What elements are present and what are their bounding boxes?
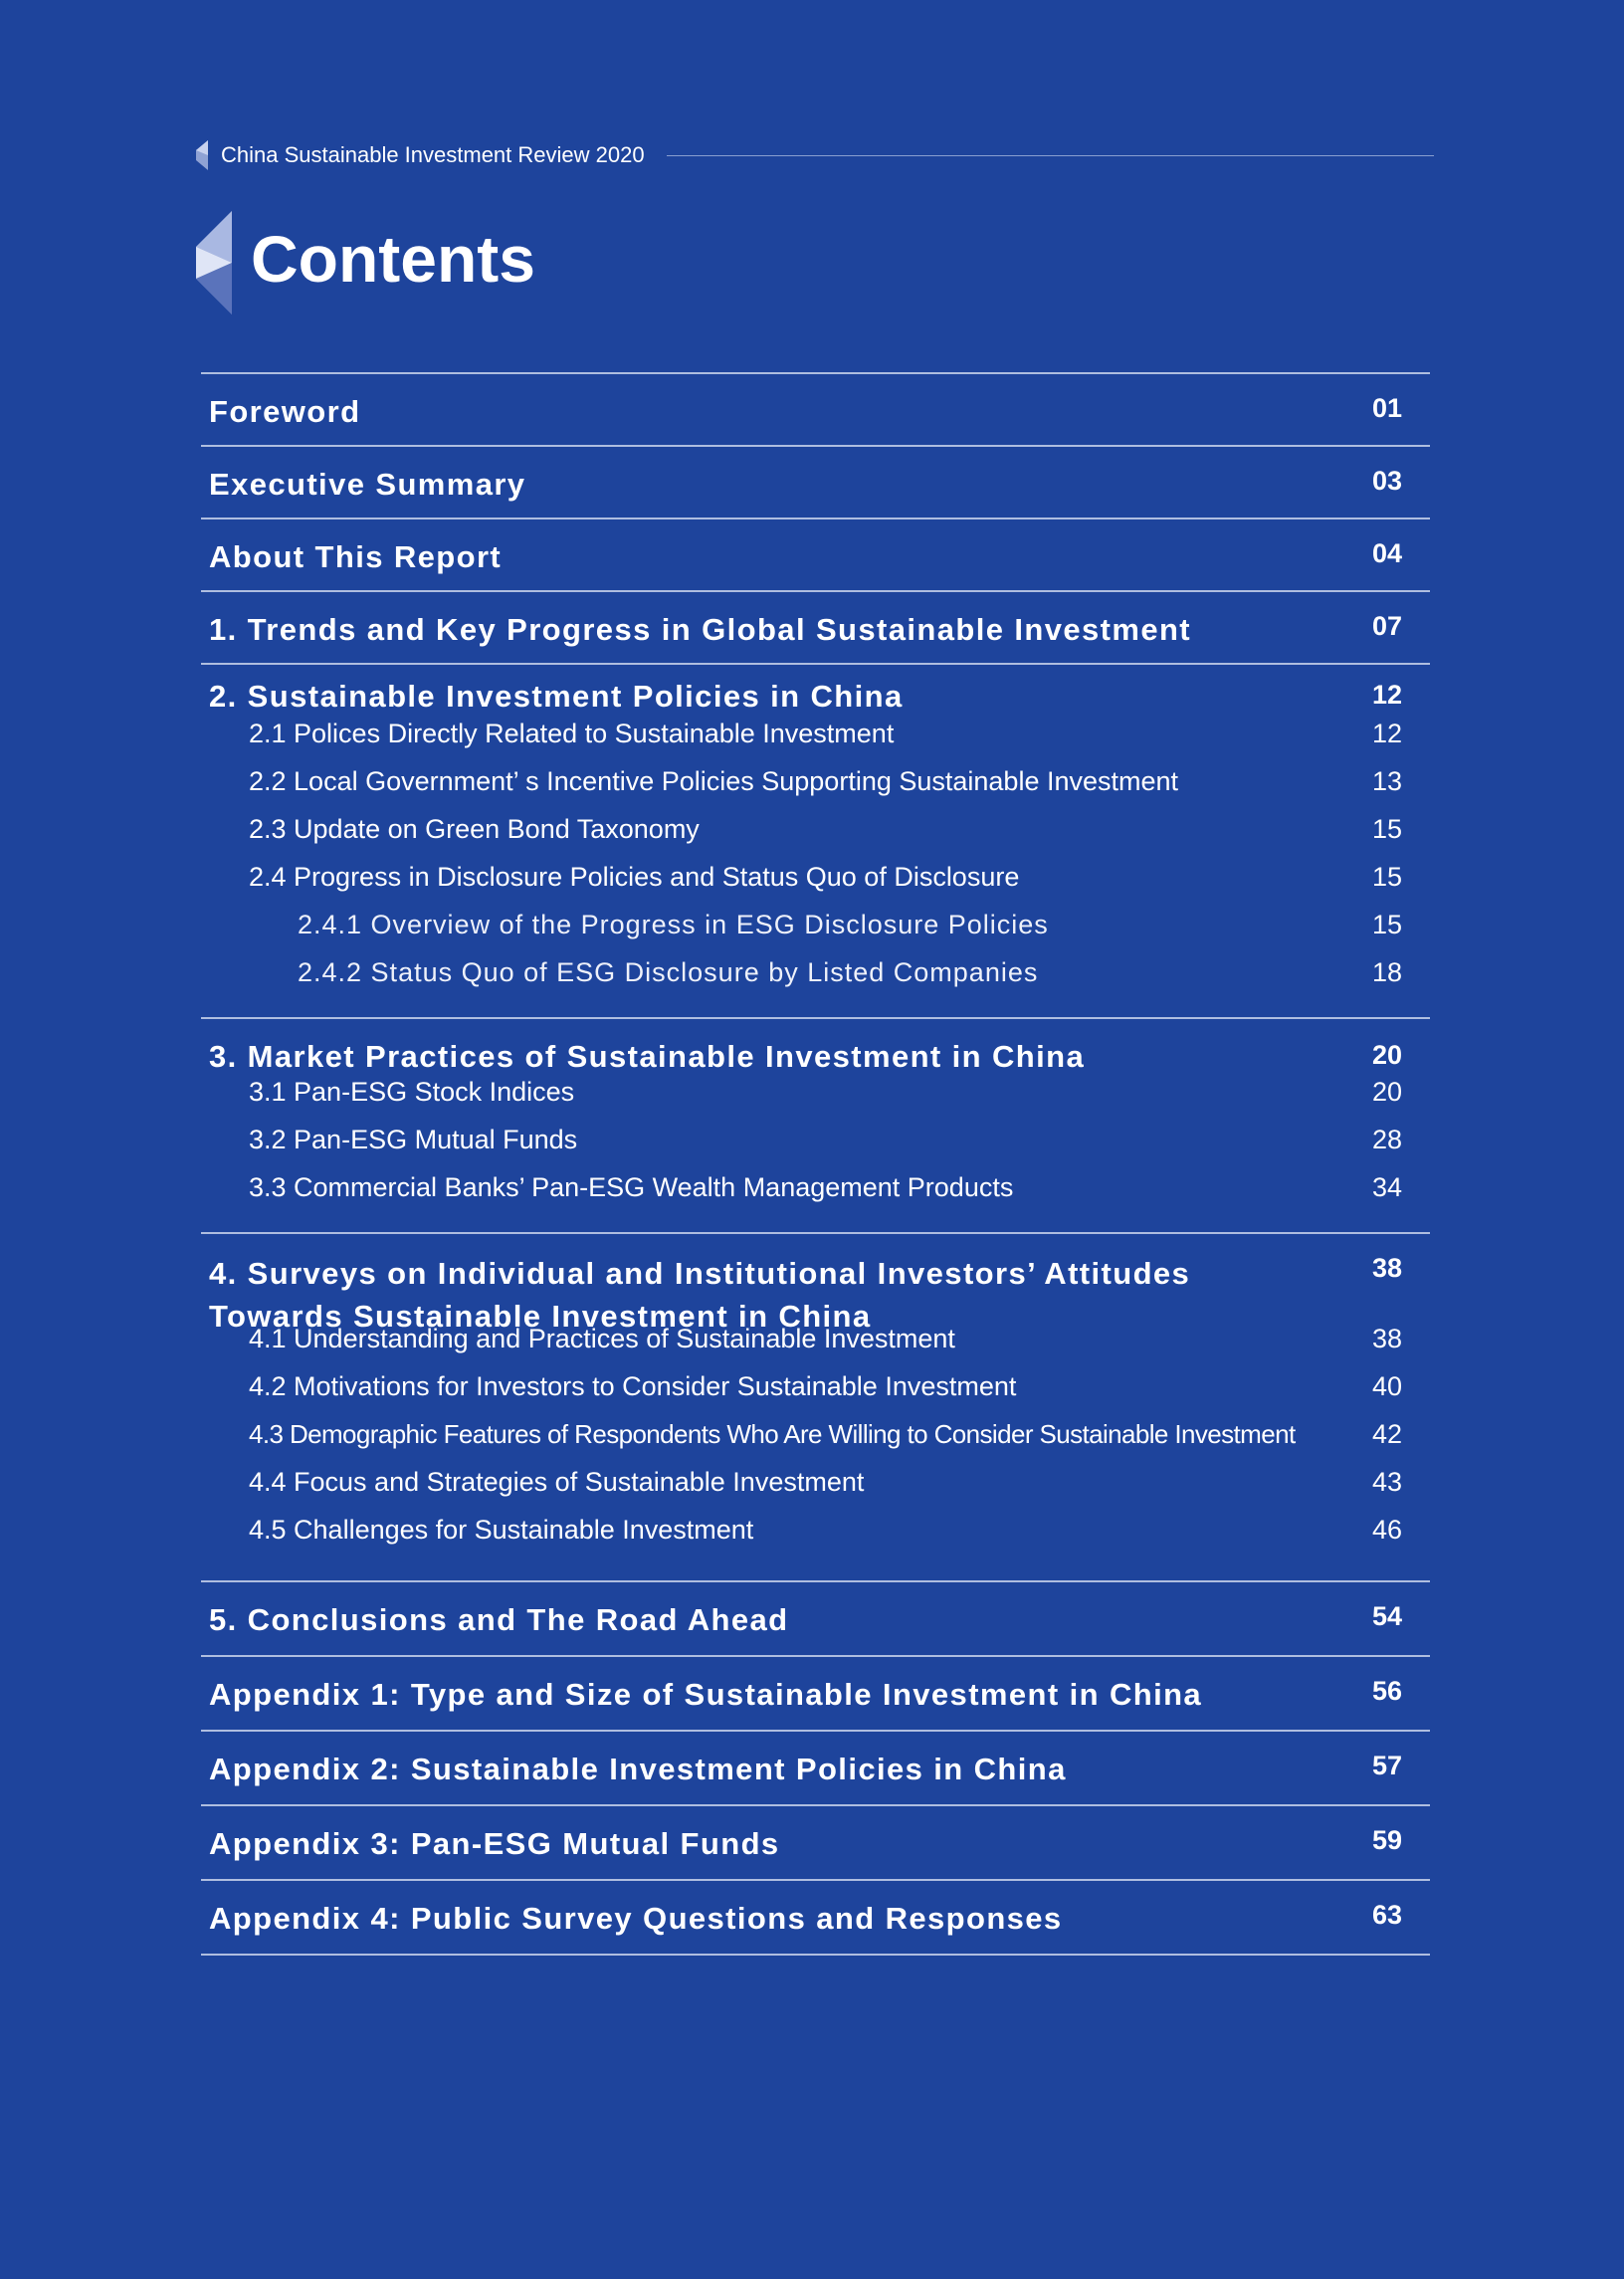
toc-entry-label: 5. Conclusions and The Road Ahead	[209, 1602, 789, 1637]
toc-entry-page: 01	[1371, 393, 1402, 423]
toc-entry-page: 13	[1371, 766, 1402, 796]
toc-entry-page: 54	[1371, 1601, 1402, 1631]
toc-entry-page: 12	[1371, 719, 1402, 748]
toc-entry-page: 04	[1371, 538, 1402, 568]
toc-entry-page: 07	[1371, 611, 1402, 641]
toc-entry-chapter-4[interactable]	[201, 1234, 1430, 1334]
toc-entry-page: 46	[1371, 1515, 1402, 1545]
toc-entry-label: 2.4.1 Overview of the Progress in ESG Disclosure Policies	[298, 910, 1049, 939]
spacer	[201, 995, 1430, 1017]
toc-entry-executive-summary[interactable]	[201, 447, 1430, 518]
chevron-left-icon	[196, 140, 208, 170]
toc-entry-label: 2.1 Polices Directly Related to Sustainable Investment	[249, 719, 895, 748]
toc-entry-page: 20	[1371, 1040, 1402, 1070]
toc-entry-chapter-2[interactable]	[201, 665, 1430, 714]
toc-entry-label: Appendix 4: Public Survey Questions and Responses	[209, 1901, 1063, 1936]
toc-entry-page: 42	[1371, 1419, 1402, 1449]
toc-entry-appendix-4[interactable]	[201, 1881, 1430, 1954]
toc-entry-appendix-3[interactable]	[201, 1806, 1430, 1879]
toc-entry-page: 59	[1371, 1825, 1402, 1855]
contents-chevron-logo-icon	[194, 211, 234, 314]
toc-entry-label: Appendix 1: Type and Size of Sustainable Investment in China	[209, 1677, 1203, 1712]
toc-entry-page: 03	[1371, 466, 1402, 496]
toc-entry-chapter-5[interactable]	[201, 1582, 1430, 1655]
toc-subentry[interactable]	[201, 756, 1430, 804]
toc-subentry[interactable]	[201, 1361, 1430, 1409]
toc-entry-label: 4.4 Focus and Strategies of Sustainable Investment	[249, 1467, 865, 1497]
toc-entry-label: Appendix 3: Pan-ESG Mutual Funds	[209, 1826, 780, 1861]
toc-subentry[interactable]	[201, 1457, 1430, 1505]
spacer	[201, 1553, 1430, 1580]
toc-entry-label: 4.3 Demographic Features of Respondents Who Are Willing to Consider Sustainable Investment	[249, 1419, 1296, 1449]
page-title: Contents	[251, 222, 535, 296]
toc-subentry[interactable]	[201, 804, 1430, 852]
toc-subsubentry[interactable]	[201, 947, 1430, 995]
toc-entry-about[interactable]	[201, 519, 1430, 590]
toc-entry-label: 4.1 Understanding and Practices of Sustainable Investment	[249, 1324, 955, 1353]
toc-subentry[interactable]	[201, 1067, 1430, 1115]
toc-subentry[interactable]	[201, 1314, 1430, 1361]
toc-subentry[interactable]	[201, 1409, 1430, 1457]
toc-entry-label: 3.3 Commercial Banks’ Pan-ESG Wealth Management Products	[249, 1172, 1014, 1202]
toc-entry-page: 28	[1371, 1125, 1402, 1154]
report-title: China Sustainable Investment Review 2020	[221, 142, 645, 167]
toc-entry-appendix-1[interactable]	[201, 1657, 1430, 1730]
running-header	[196, 139, 1434, 173]
spacer	[201, 1210, 1430, 1232]
toc-entry-label: 3. Market Practices of Sustainable Investment in China	[209, 1039, 1086, 1074]
toc-entry-page: 15	[1371, 862, 1402, 892]
toc-entry-label: 4. Surveys on Individual and Institutional Investors’ Attitudes Towards Sustainable Investment in China	[209, 1256, 1191, 1334]
toc-entry-label: Executive Summary	[209, 467, 526, 502]
toc-entry-label: 4.5 Challenges for Sustainable Investment	[249, 1515, 754, 1545]
toc-subentry[interactable]	[201, 1115, 1430, 1162]
toc-entry-label: Appendix 2: Sustainable Investment Policies in China	[209, 1752, 1067, 1786]
toc-entry-page: 38	[1371, 1324, 1402, 1353]
toc-entry-page: 38	[1371, 1253, 1402, 1283]
toc-entry-page: 18	[1371, 957, 1402, 987]
toc-subentry[interactable]	[201, 1505, 1430, 1553]
toc-entry-label: 4.2 Motivations for Investors to Consider Sustainable Investment	[249, 1371, 1017, 1401]
toc-entry-appendix-2[interactable]	[201, 1732, 1430, 1804]
toc-entry-label: 2.4.2 Status Quo of ESG Disclosure by Listed Companies	[298, 957, 1039, 987]
toc-entry-page: 15	[1371, 910, 1402, 939]
toc-subsubentry[interactable]	[201, 900, 1430, 947]
toc-entry-label: 2.2 Local Government’ s Incentive Policies Supporting Sustainable Investment	[249, 766, 1179, 796]
toc-entry-label: 1. Trends and Key Progress in Global Sustainable Investment	[209, 612, 1192, 647]
toc-entry-foreword[interactable]	[201, 374, 1430, 445]
toc-entry-label: 2.4 Progress in Disclosure Policies and Status Quo of Disclosure	[249, 862, 1020, 892]
toc-entry-chapter-3[interactable]	[201, 1019, 1430, 1074]
toc-subentry[interactable]	[201, 1162, 1430, 1210]
toc-entry-label: About This Report	[209, 539, 503, 574]
toc-entry-page: 63	[1371, 1900, 1402, 1930]
toc-entry-chapter-1[interactable]	[201, 592, 1430, 663]
toc-subentry[interactable]	[201, 709, 1430, 756]
toc-entry-page: 56	[1371, 1676, 1402, 1706]
toc-entry-label: 2.3 Update on Green Bond Taxonomy	[249, 814, 700, 844]
divider	[201, 1954, 1430, 1956]
toc-entry-page: 15	[1371, 814, 1402, 844]
table-of-contents	[201, 372, 1430, 1956]
toc-entry-page: 40	[1371, 1371, 1402, 1401]
toc-entry-label: Foreword	[209, 394, 361, 429]
toc-entry-label: 2. Sustainable Investment Policies in China	[209, 679, 904, 714]
toc-entry-page: 12	[1371, 680, 1402, 710]
toc-subentry[interactable]	[201, 852, 1430, 900]
toc-entry-page: 34	[1371, 1172, 1402, 1202]
toc-entry-label: 3.2 Pan-ESG Mutual Funds	[249, 1125, 578, 1154]
toc-entry-label: 3.1 Pan-ESG Stock Indices	[249, 1077, 575, 1107]
toc-entry-page: 43	[1371, 1467, 1402, 1497]
toc-entry-page: 20	[1371, 1077, 1402, 1107]
toc-entry-page: 57	[1371, 1751, 1402, 1780]
header-rule	[667, 155, 1434, 156]
